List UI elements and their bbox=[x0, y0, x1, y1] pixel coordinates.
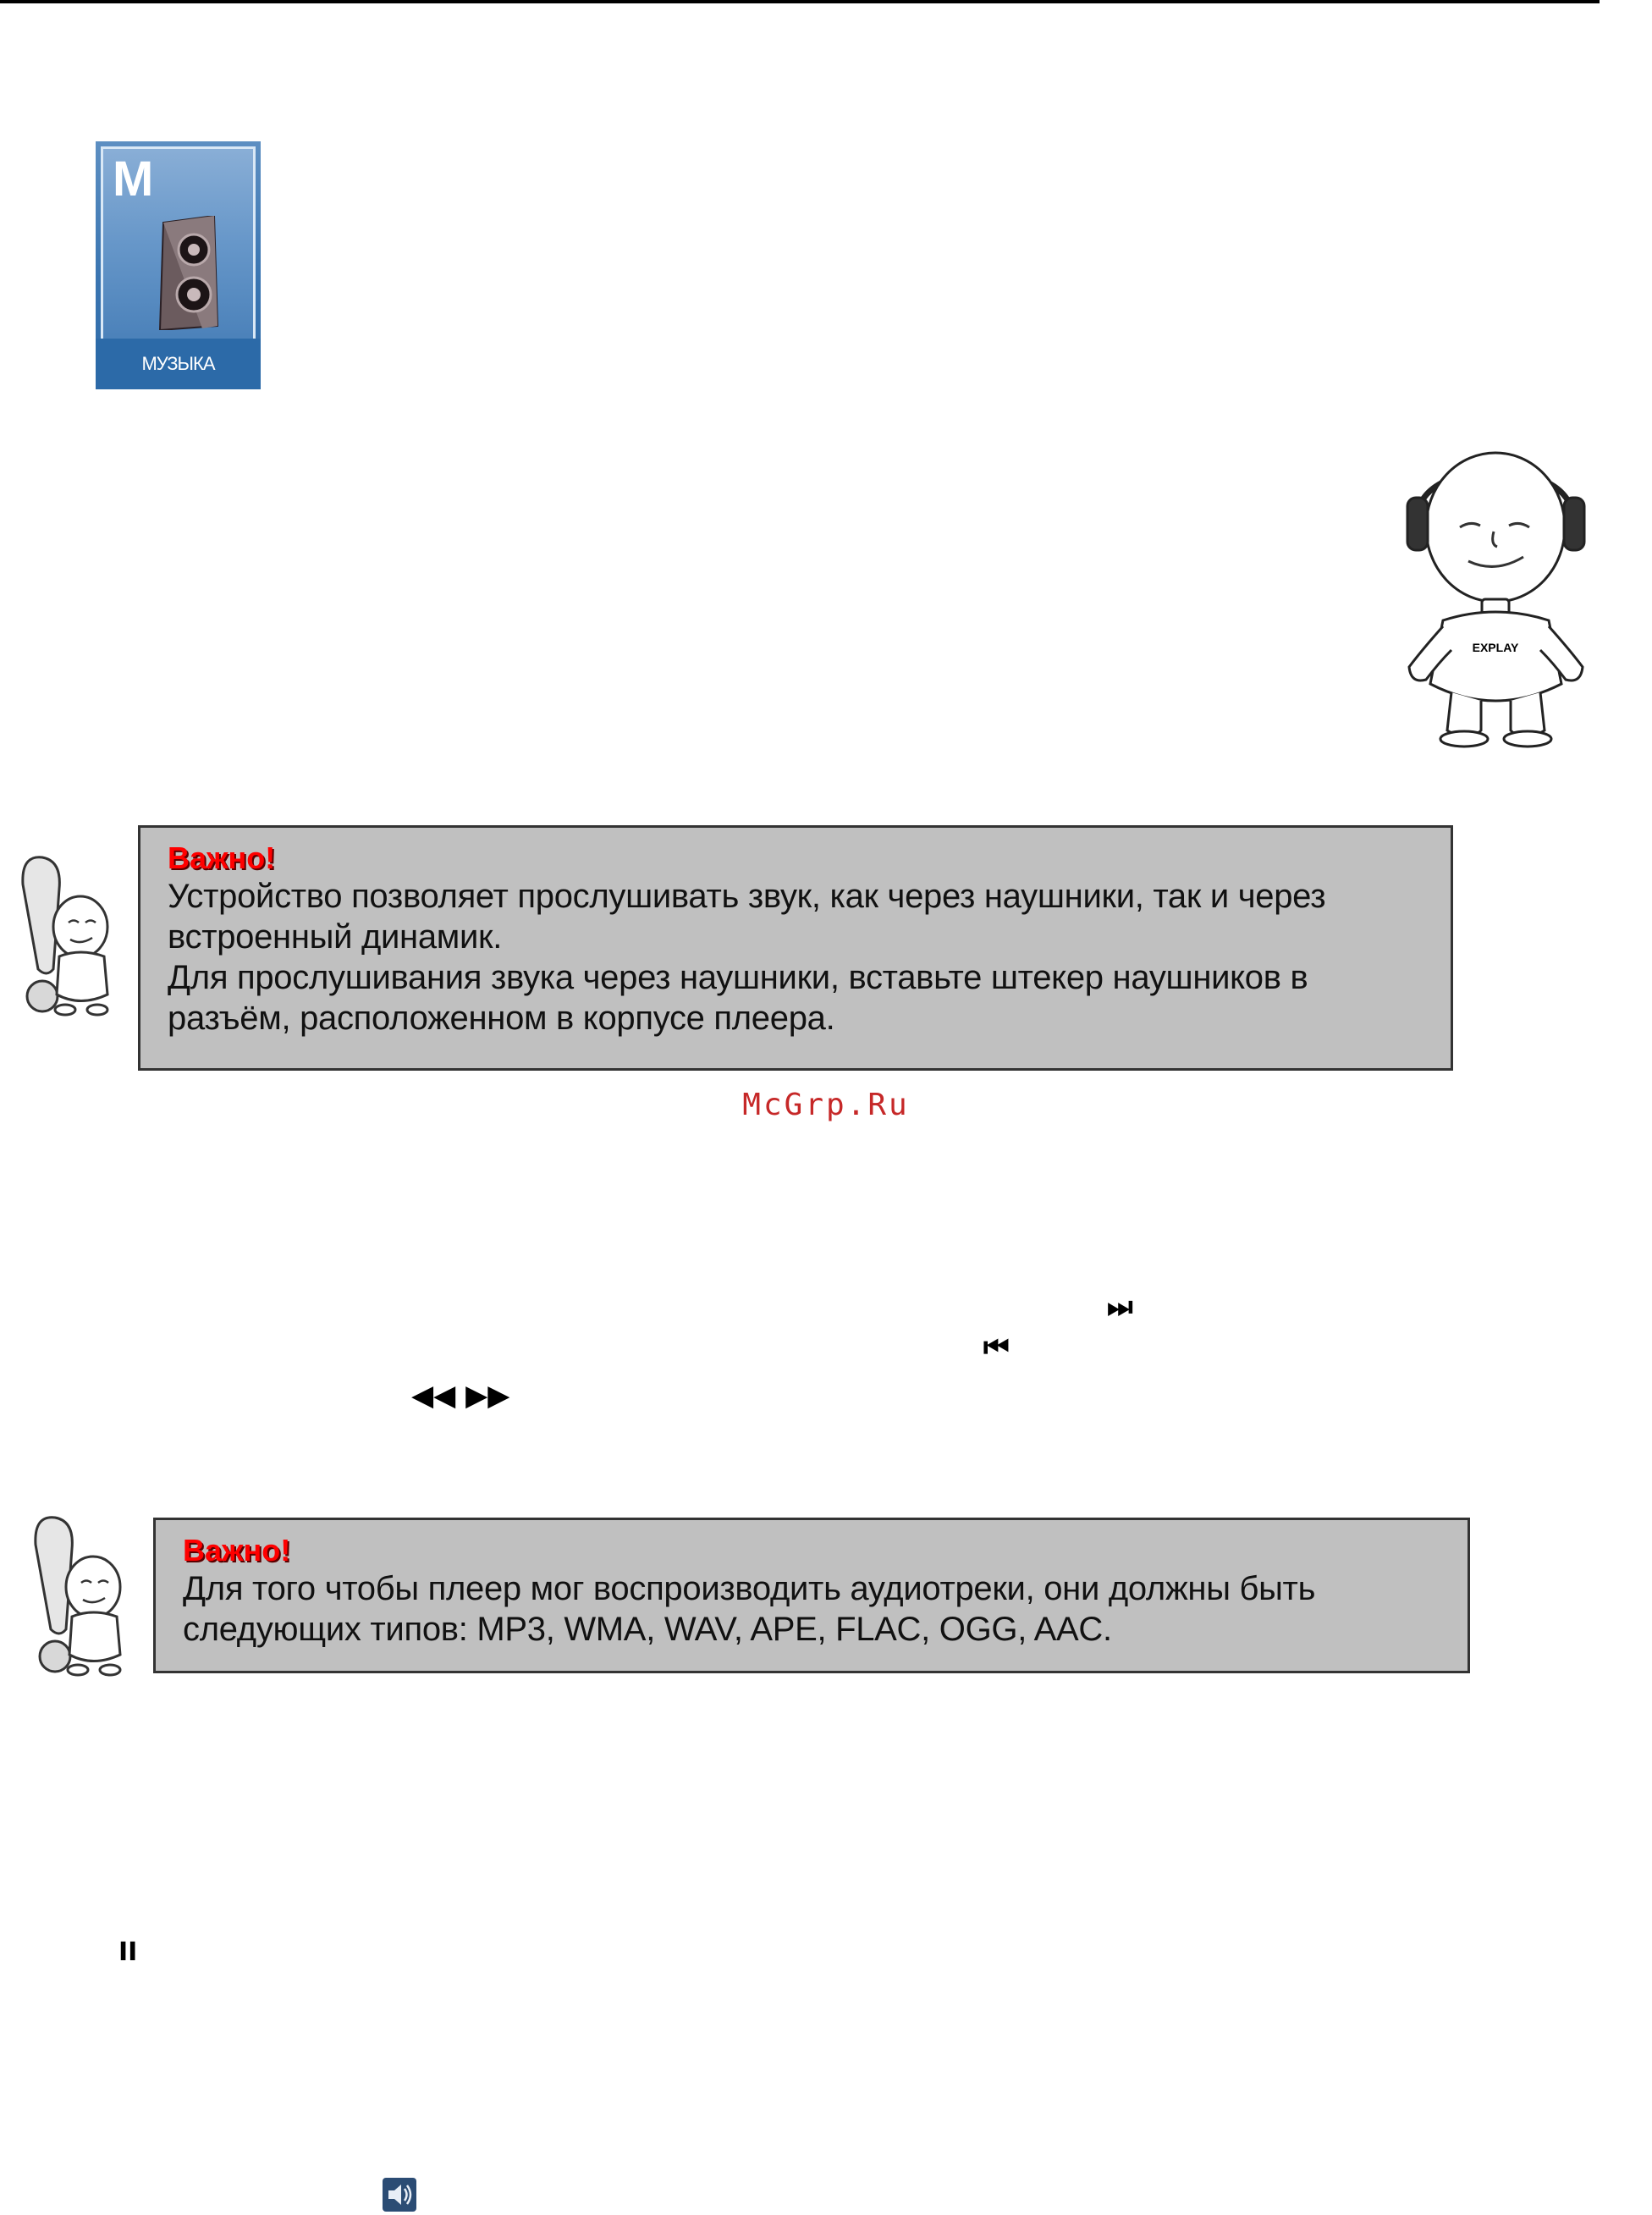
volume-speaker-icon bbox=[383, 2178, 416, 2212]
pause-icon: II bbox=[118, 1937, 138, 1967]
top-rule bbox=[0, 0, 1600, 3]
note-line: Для того чтобы плеер мог воспроизводить аудиотреки, они должны быть bbox=[183, 1570, 1316, 1608]
next-track-icon: ⏭ bbox=[1107, 1290, 1133, 1324]
previous-track-icon: ⏮ bbox=[983, 1331, 1010, 1364]
important-note-headphones bbox=[138, 825, 1453, 1071]
important-note-formats bbox=[153, 1518, 1470, 1673]
note-body bbox=[183, 1568, 1440, 1650]
note-body bbox=[168, 876, 1423, 1039]
watermark-link[interactable]: McGrp.Ru bbox=[742, 1088, 910, 1122]
note-line: разъём, расположенном в корпусе плеера. bbox=[168, 1000, 835, 1038]
note-line: Устройство позволяет прослушивать звук, как через наушники, так и через bbox=[168, 878, 1326, 916]
rewind-icon: ◀◀ bbox=[411, 1379, 456, 1413]
warning-exclamation-robot-icon bbox=[13, 851, 123, 1020]
fast-forward-icon: ▶▶ bbox=[465, 1379, 510, 1413]
seek-buttons-icons bbox=[411, 1379, 510, 1413]
music-icon-letter: M bbox=[113, 152, 154, 207]
note-title: Важно! bbox=[183, 1533, 291, 1568]
note-title: Важно! bbox=[168, 840, 276, 875]
robot-chest-logo: EXPLAY bbox=[1472, 641, 1519, 654]
robot-mascot-illustration bbox=[1401, 438, 1591, 752]
warning-exclamation-robot-icon bbox=[25, 1511, 135, 1680]
speaker-cabinet-icon bbox=[155, 216, 223, 330]
note-line: встроенный динамик. bbox=[168, 918, 503, 956]
note-line: следующих типов: MP3, WMA, WAV, APE, FLAC, OGG, AAC. bbox=[183, 1611, 1112, 1649]
music-app-icon bbox=[96, 141, 261, 389]
note-line: Для прослушивания звука через наушники, вставьте штекер наушников в bbox=[168, 959, 1308, 997]
music-icon-caption: МУЗЫКА bbox=[96, 339, 261, 389]
